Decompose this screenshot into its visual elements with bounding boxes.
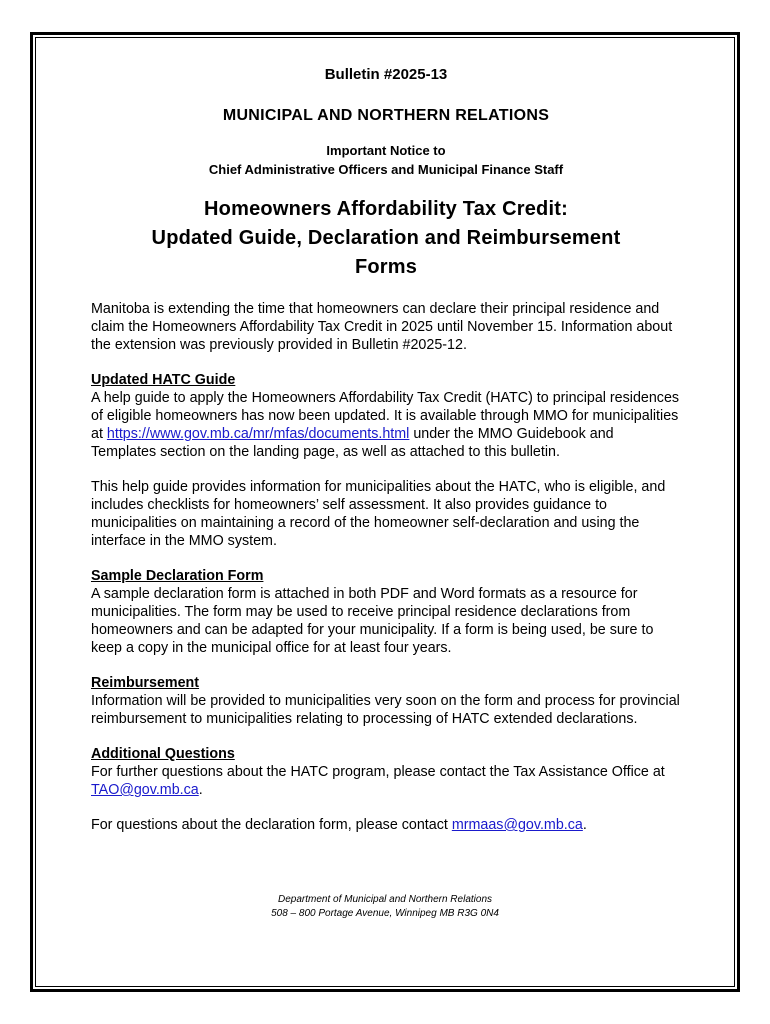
declaration-contact-end: . (582, 817, 587, 833)
section-questions (91, 745, 681, 834)
section-heading-reimbursement: Reimbursement (91, 675, 200, 691)
title-line-1: Homeowners Affordability Tax Credit: (204, 198, 568, 220)
section-heading-questions: Additional Questions (91, 746, 235, 762)
declaration-contact-paragraph (91, 816, 681, 834)
notice-line-1: Important Notice to (326, 143, 446, 158)
section-declaration (91, 567, 681, 657)
bulletin-content (91, 60, 681, 834)
title-line-2: Updated Guide, Declaration and Reimbursement (151, 227, 621, 249)
footer-department: Department of Municipal and Northern Relations (278, 894, 492, 905)
bulletin-number: Bulletin #2025-13 (324, 66, 448, 83)
questions-paragraph (91, 763, 681, 799)
page-footer (0, 893, 770, 921)
questions-text: For further questions about the HATC program, please contact the Tax Assistance Office at (91, 764, 665, 780)
section-heading-declaration: Sample Declaration Form (91, 568, 264, 584)
title-line-3: Forms (354, 256, 418, 278)
department-heading: MUNICIPAL AND NORTHERN RELATIONS (222, 107, 550, 124)
footer-address: 508 – 800 Portage Avenue, Winnipeg MB R3G 0N4 (271, 908, 499, 919)
guide-paragraph-2: This help guide provides information for municipalities about the HATC, who is eligible, and includes checklists for homeowners’ self assessment. It also provides guidance to municipalities on maintaining a record of the homeowner self-declaration and using the interface in the MMO system. (91, 479, 666, 549)
reimbursement-paragraph: Information will be provided to municipalities very soon on the form and process for provincial reimbursement to municipalities relating to processing of HATC extended declarations. (91, 693, 680, 727)
questions-text-end: . (198, 782, 203, 798)
declaration-paragraph: A sample declaration form is attached in both PDF and Word formats as a resource for municipalities. The form may be used to receive principal residence declarations from homeowners and can be adapted for your municipality. If a form is being used, be sure to keep a copy in the municipal office for at least four years. (91, 586, 654, 656)
section-reimbursement (91, 674, 681, 728)
guide-documents-link[interactable]: https://www.gov.mb.ca/mr/mfas/documents.html (106, 426, 410, 442)
guide-paragraph-1 (91, 389, 681, 461)
notice-line-2: Chief Administrative Officers and Municipal Finance Staff (208, 162, 564, 177)
mrmaas-email-link[interactable]: mrmaas@gov.mb.ca (451, 817, 583, 833)
tao-email-link[interactable]: TAO@gov.mb.ca (91, 782, 199, 798)
declaration-contact-text: For questions about the declaration form, please contact (91, 817, 452, 833)
section-guide (91, 371, 681, 550)
document-title (91, 195, 681, 282)
guide-text-before-link: A help guide to apply the Homeowners Affordability Tax Credit (HATC) to principal residences of eligible homeowners has now been updated. It is available through MMO for municipalities at (91, 390, 680, 442)
guide-text-after-link: under the MMO Guidebook and Templates section on the landing page, as well as attached to this bulletin. (91, 426, 614, 460)
notice-block (91, 141, 681, 179)
intro-paragraph: Manitoba is extending the time that homeowners can declare their principal residence and claim the Homeowners Affordability Tax Credit in 2025 until November 15. Information about the extension was previously provided in Bulletin #2025-12. (91, 301, 673, 353)
section-heading-guide: Updated HATC Guide (91, 372, 236, 388)
